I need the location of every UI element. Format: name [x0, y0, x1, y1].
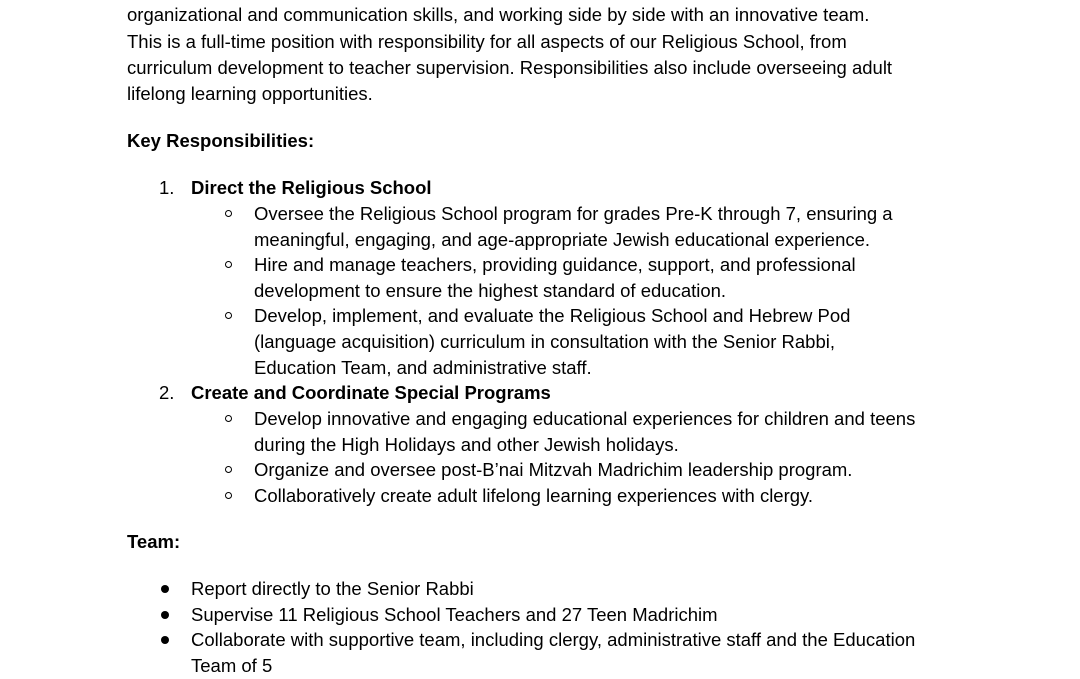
hollow-circle-bullet-icon — [225, 261, 232, 268]
sub-bullet-line: (language acquisition) curriculum in consultation with the Senior Rabbi, — [254, 331, 836, 352]
hollow-circle-bullet-icon — [225, 466, 232, 473]
sub-bullet-line: Education Team, and administrative staff. — [254, 357, 592, 378]
sub-bullet-line: Collaboratively create adult lifelong learning experiences with clergy. — [254, 485, 814, 506]
list-number: 1. — [159, 177, 175, 198]
intro-line: organizational and communication skills, and working side by side with an innovative team. — [127, 4, 870, 25]
sub-bullet-line: Hire and manage teachers, providing guidance, support, and professional — [254, 254, 856, 275]
filled-bullet-icon — [161, 585, 169, 593]
filled-bullet-icon — [161, 611, 169, 619]
key-responsibilities-heading: Key Responsibilities: — [127, 130, 315, 151]
team-bullet-line: Collaborate with supportive team, including clergy, administrative staff and the Education — [191, 629, 916, 650]
hollow-circle-bullet-icon — [225, 492, 232, 499]
intro-line: curriculum development to teacher supervision. Responsibilities also include overseeing adult — [127, 57, 893, 78]
sub-bullet-line: Organize and oversee post-B’nai Mitzvah Madrichim leadership program. — [254, 459, 853, 480]
sub-bullet-line: Develop innovative and engaging educational experiences for children and teens — [254, 408, 916, 429]
sub-bullet-line: during the High Holidays and other Jewish holidays. — [254, 434, 679, 455]
hollow-circle-bullet-icon — [225, 415, 232, 422]
intro-line: lifelong learning opportunities. — [127, 83, 373, 104]
sub-bullet-line: development to ensure the highest standard of education. — [254, 280, 727, 301]
sub-bullet-line: meaningful, engaging, and age-appropriate Jewish educational experience. — [254, 229, 871, 250]
sub-bullet-line: Oversee the Religious School program for grades Pre-K through 7, ensuring a — [254, 203, 893, 224]
sub-bullet-line: Develop, implement, and evaluate the Religious School and Hebrew Pod — [254, 305, 851, 326]
hollow-circle-bullet-icon — [225, 312, 232, 319]
team-heading: Team: — [127, 531, 181, 552]
hollow-circle-bullet-icon — [225, 210, 232, 217]
responsibility-title: Direct the Religious School — [191, 177, 432, 198]
team-bullet-line: Team of 5 — [191, 655, 273, 676]
intro-line: This is a full-time position with responsibility for all aspects of our Religious School, from — [127, 31, 847, 52]
responsibility-title: Create and Coordinate Special Programs — [191, 382, 551, 403]
team-bullet-line: Supervise 11 Religious School Teachers and 27 Teen Madrichim — [191, 604, 718, 625]
list-number: 2. — [159, 382, 175, 403]
filled-bullet-icon — [161, 636, 169, 644]
team-bullet-line: Report directly to the Senior Rabbi — [191, 578, 474, 599]
